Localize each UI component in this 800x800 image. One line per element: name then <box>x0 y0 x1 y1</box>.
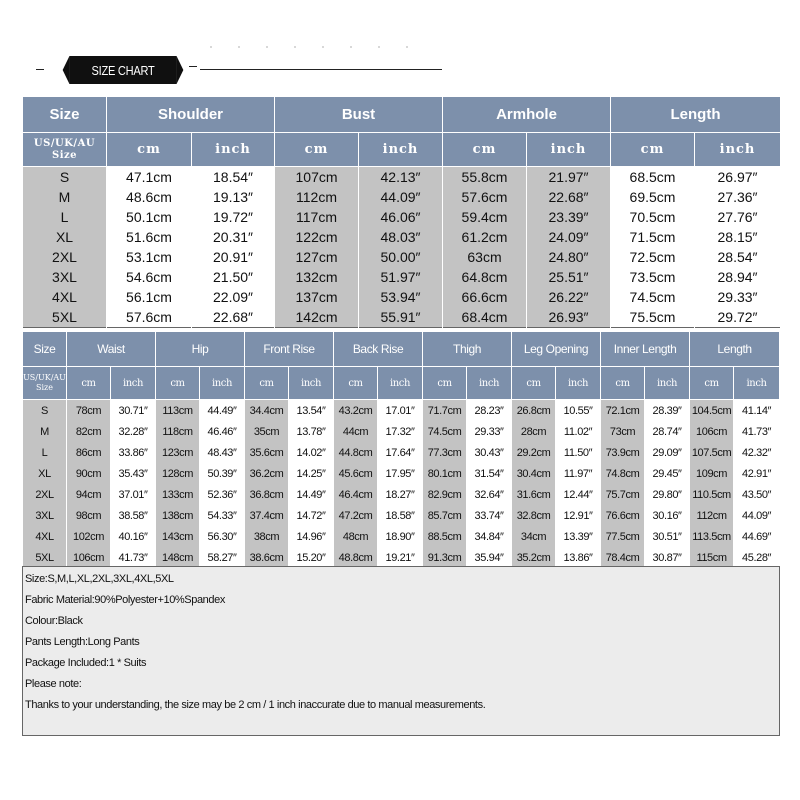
value-cell: 50.00″ <box>359 247 443 267</box>
header-dot <box>322 46 324 48</box>
value-cell: 112cm <box>275 187 359 207</box>
value-cell: 29.33″ <box>695 287 781 307</box>
value-cell: 26.97″ <box>695 167 781 188</box>
value-cell: 91.3cm <box>423 547 467 569</box>
value-cell: 35.43″ <box>111 463 156 484</box>
value-cell: 31.54″ <box>467 463 512 484</box>
unit-cm-header: cm <box>611 133 695 167</box>
value-cell: 53.1cm <box>107 247 192 267</box>
measure-group-header: Bust <box>275 97 443 133</box>
value-cell: 38.6cm <box>245 547 289 569</box>
table-row <box>23 247 781 267</box>
value-cell: 77.5cm <box>601 526 645 547</box>
value-cell: 17.01″ <box>378 400 423 422</box>
table-unit-row <box>23 133 781 167</box>
value-cell: 110.5cm <box>690 484 734 505</box>
value-cell: 113cm <box>156 400 200 422</box>
value-cell: 18.27″ <box>378 484 423 505</box>
value-cell: 58.27″ <box>200 547 245 569</box>
table-row <box>23 307 781 328</box>
value-cell: 38.58″ <box>111 505 156 526</box>
value-cell: 68.5cm <box>611 167 695 188</box>
unit-cm-header: cm <box>245 367 289 400</box>
value-cell: 31.6cm <box>512 484 556 505</box>
value-cell: 102cm <box>67 526 111 547</box>
value-cell: 113.5cm <box>690 526 734 547</box>
value-cell: 25.51″ <box>527 267 611 287</box>
value-cell: 88.5cm <box>423 526 467 547</box>
value-cell: 32.64″ <box>467 484 512 505</box>
table-row <box>23 167 781 188</box>
measure-group-header: Length <box>611 97 781 133</box>
value-cell: 72.1cm <box>601 400 645 422</box>
value-cell: 106cm <box>67 547 111 569</box>
size-cell: 2XL <box>23 247 107 267</box>
value-cell: 23.39″ <box>527 207 611 227</box>
value-cell: 20.31″ <box>192 227 275 247</box>
value-cell: 133cm <box>156 484 200 505</box>
value-cell: 138cm <box>156 505 200 526</box>
value-cell: 13.86″ <box>556 547 601 569</box>
value-cell: 56.30″ <box>200 526 245 547</box>
value-cell: 27.76″ <box>695 207 781 227</box>
value-cell: 37.01″ <box>111 484 156 505</box>
value-cell: 74.5cm <box>423 421 467 442</box>
value-cell: 46.06″ <box>359 207 443 227</box>
top-size-table <box>22 96 781 328</box>
unit-cm-header: cm <box>275 133 359 167</box>
header-tick <box>189 66 197 67</box>
value-cell: 38cm <box>245 526 289 547</box>
value-cell: 85.7cm <box>423 505 467 526</box>
value-cell: 48.8cm <box>334 547 378 569</box>
value-cell: 26.8cm <box>512 400 556 422</box>
size-cell: 3XL <box>23 505 67 526</box>
value-cell: 29.72″ <box>695 307 781 328</box>
unit-cm-header: cm <box>156 367 200 400</box>
value-cell: 30.16″ <box>645 505 690 526</box>
value-cell: 74.5cm <box>611 287 695 307</box>
value-cell: 35.2cm <box>512 547 556 569</box>
value-cell: 44.09″ <box>359 187 443 207</box>
value-cell: 74.8cm <box>601 463 645 484</box>
unit-inch-header: inch <box>695 133 781 167</box>
value-cell: 64.8cm <box>443 267 527 287</box>
size-chart-title: SIZE CHART <box>69 56 176 84</box>
value-cell: 61.2cm <box>443 227 527 247</box>
value-cell: 30.4cm <box>512 463 556 484</box>
table-row <box>23 267 781 287</box>
value-cell: 28.39″ <box>645 400 690 422</box>
value-cell: 19.13″ <box>192 187 275 207</box>
value-cell: 35cm <box>245 421 289 442</box>
header-dot <box>238 46 240 48</box>
value-cell: 66.6cm <box>443 287 527 307</box>
measure-group-header: Front Rise <box>245 332 334 367</box>
size-cell: XL <box>23 227 107 247</box>
value-cell: 18.90″ <box>378 526 423 547</box>
value-cell: 137cm <box>275 287 359 307</box>
value-cell: 94cm <box>67 484 111 505</box>
size-cell: XL <box>23 463 67 484</box>
unit-inch-header: inch <box>289 367 334 400</box>
table-header-row <box>23 332 780 367</box>
unit-inch-header: inch <box>645 367 690 400</box>
value-cell: 24.09″ <box>527 227 611 247</box>
value-cell: 28.23″ <box>467 400 512 422</box>
table-row <box>23 400 780 422</box>
value-cell: 142cm <box>275 307 359 328</box>
value-cell: 54.6cm <box>107 267 192 287</box>
product-info-box <box>22 566 780 736</box>
value-cell: 143cm <box>156 526 200 547</box>
value-cell: 13.54″ <box>289 400 334 422</box>
value-cell: 32.28″ <box>111 421 156 442</box>
table-row <box>23 484 780 505</box>
header-dot <box>266 46 268 48</box>
size-cell: L <box>23 442 67 463</box>
measure-group-header: Hip <box>156 332 245 367</box>
value-cell: 44.09″ <box>734 505 780 526</box>
value-cell: 15.20″ <box>289 547 334 569</box>
value-cell: 21.97″ <box>527 167 611 188</box>
value-cell: 34.4cm <box>245 400 289 422</box>
unit-cm-header: cm <box>443 133 527 167</box>
size-cell: M <box>23 421 67 442</box>
header-dot <box>294 46 296 48</box>
value-cell: 54.33″ <box>200 505 245 526</box>
value-cell: 12.91″ <box>556 505 601 526</box>
table-row <box>23 287 781 307</box>
value-cell: 21.50″ <box>192 267 275 287</box>
value-cell: 57.6cm <box>107 307 192 328</box>
unit-inch-header: inch <box>734 367 780 400</box>
value-cell: 13.39″ <box>556 526 601 547</box>
unit-cm-header: cm <box>601 367 645 400</box>
info-line: Thanks to your understanding, the size may be 2 cm / 1 inch inaccurate due to manual measurements. <box>25 699 486 711</box>
size-header: Size <box>23 332 67 367</box>
value-cell: 48.43″ <box>200 442 245 463</box>
value-cell: 14.49″ <box>289 484 334 505</box>
header-dash <box>36 69 44 70</box>
value-cell: 29.09″ <box>645 442 690 463</box>
value-cell: 75.7cm <box>601 484 645 505</box>
value-cell: 40.16″ <box>111 526 156 547</box>
value-cell: 44.69″ <box>734 526 780 547</box>
value-cell: 56.1cm <box>107 287 192 307</box>
region-size-label: US/UK/AU Size <box>23 133 107 167</box>
info-line: Please note: <box>25 678 82 690</box>
value-cell: 63cm <box>443 247 527 267</box>
value-cell: 14.72″ <box>289 505 334 526</box>
value-cell: 18.54″ <box>192 167 275 188</box>
value-cell: 17.64″ <box>378 442 423 463</box>
value-cell: 46.4cm <box>334 484 378 505</box>
value-cell: 82cm <box>67 421 111 442</box>
value-cell: 41.73″ <box>111 547 156 569</box>
value-cell: 47.1cm <box>107 167 192 188</box>
value-cell: 30.51″ <box>645 526 690 547</box>
value-cell: 22.09″ <box>192 287 275 307</box>
value-cell: 76.6cm <box>601 505 645 526</box>
value-cell: 34cm <box>512 526 556 547</box>
value-cell: 28.74″ <box>645 421 690 442</box>
measure-group-header: Shoulder <box>107 97 275 133</box>
measure-group-header: Waist <box>67 332 156 367</box>
header-rule <box>200 69 442 70</box>
value-cell: 42.32″ <box>734 442 780 463</box>
value-cell: 36.8cm <box>245 484 289 505</box>
measure-group-header: Inner Length <box>601 332 690 367</box>
value-cell: 98cm <box>67 505 111 526</box>
info-line: Colour:Black <box>25 615 83 627</box>
value-cell: 11.97″ <box>556 463 601 484</box>
info-line: Pants Length:Long Pants <box>25 636 140 648</box>
header-dot <box>350 46 352 48</box>
unit-cm-header: cm <box>334 367 378 400</box>
table-row <box>23 207 781 227</box>
unit-cm-header: cm <box>423 367 467 400</box>
value-cell: 115cm <box>690 547 734 569</box>
table-row <box>23 505 780 526</box>
value-cell: 57.6cm <box>443 187 527 207</box>
value-cell: 34.84″ <box>467 526 512 547</box>
value-cell: 28.94″ <box>695 267 781 287</box>
size-cell: S <box>23 400 67 422</box>
value-cell: 51.6cm <box>107 227 192 247</box>
value-cell: 48cm <box>334 526 378 547</box>
value-cell: 24.80″ <box>527 247 611 267</box>
value-cell: 71.5cm <box>611 227 695 247</box>
value-cell: 28cm <box>512 421 556 442</box>
value-cell: 70.5cm <box>611 207 695 227</box>
info-line: Size:S,M,L,XL,2XL,3XL,4XL,5XL <box>25 573 174 585</box>
value-cell: 12.44″ <box>556 484 601 505</box>
value-cell: 128cm <box>156 463 200 484</box>
value-cell: 27.36″ <box>695 187 781 207</box>
value-cell: 55.8cm <box>443 167 527 188</box>
value-cell: 17.32″ <box>378 421 423 442</box>
value-cell: 109cm <box>690 463 734 484</box>
value-cell: 48.6cm <box>107 187 192 207</box>
value-cell: 75.5cm <box>611 307 695 328</box>
size-cell: 5XL <box>23 547 67 569</box>
size-header: Size <box>23 97 107 133</box>
size-cell: M <box>23 187 107 207</box>
value-cell: 48.03″ <box>359 227 443 247</box>
value-cell: 14.25″ <box>289 463 334 484</box>
value-cell: 59.4cm <box>443 207 527 227</box>
value-cell: 78cm <box>67 400 111 422</box>
header-dot <box>378 46 380 48</box>
unit-inch-header: inch <box>111 367 156 400</box>
value-cell: 52.36″ <box>200 484 245 505</box>
size-cell: 3XL <box>23 267 107 287</box>
value-cell: 44cm <box>334 421 378 442</box>
table-row <box>23 227 781 247</box>
value-cell: 18.58″ <box>378 505 423 526</box>
size-cell: 4XL <box>23 526 67 547</box>
size-cell: 2XL <box>23 484 67 505</box>
unit-cm-header: cm <box>690 367 734 400</box>
value-cell: 51.97″ <box>359 267 443 287</box>
header-dot <box>210 46 212 48</box>
value-cell: 107.5cm <box>690 442 734 463</box>
value-cell: 44.8cm <box>334 442 378 463</box>
value-cell: 28.15″ <box>695 227 781 247</box>
value-cell: 10.55″ <box>556 400 601 422</box>
size-cell: S <box>23 167 107 188</box>
value-cell: 106cm <box>690 421 734 442</box>
value-cell: 122cm <box>275 227 359 247</box>
value-cell: 73.9cm <box>601 442 645 463</box>
value-cell: 104.5cm <box>690 400 734 422</box>
region-size-label: US/UK/AU Size <box>23 367 67 400</box>
unit-inch-header: inch <box>359 133 443 167</box>
value-cell: 41.73″ <box>734 421 780 442</box>
value-cell: 29.33″ <box>467 421 512 442</box>
table-row <box>23 463 780 484</box>
value-cell: 45.6cm <box>334 463 378 484</box>
unit-inch-header: inch <box>527 133 611 167</box>
value-cell: 17.95″ <box>378 463 423 484</box>
value-cell: 45.28″ <box>734 547 780 569</box>
value-cell: 46.46″ <box>200 421 245 442</box>
value-cell: 22.68″ <box>527 187 611 207</box>
header-dot <box>406 46 408 48</box>
table-header-row <box>23 97 781 133</box>
value-cell: 19.21″ <box>378 547 423 569</box>
table-unit-row <box>23 367 780 400</box>
value-cell: 117cm <box>275 207 359 227</box>
value-cell: 26.93″ <box>527 307 611 328</box>
measure-group-header: Length <box>690 332 780 367</box>
value-cell: 30.43″ <box>467 442 512 463</box>
value-cell: 11.02″ <box>556 421 601 442</box>
value-cell: 29.45″ <box>645 463 690 484</box>
value-cell: 53.94″ <box>359 287 443 307</box>
value-cell: 43.2cm <box>334 400 378 422</box>
table-row <box>23 442 780 463</box>
value-cell: 37.4cm <box>245 505 289 526</box>
table-row <box>23 187 781 207</box>
value-cell: 132cm <box>275 267 359 287</box>
value-cell: 47.2cm <box>334 505 378 526</box>
measure-group-header: Armhole <box>443 97 611 133</box>
value-cell: 127cm <box>275 247 359 267</box>
value-cell: 14.96″ <box>289 526 334 547</box>
value-cell: 78.4cm <box>601 547 645 569</box>
value-cell: 50.39″ <box>200 463 245 484</box>
value-cell: 13.78″ <box>289 421 334 442</box>
value-cell: 26.22″ <box>527 287 611 307</box>
measure-group-header: Thigh <box>423 332 512 367</box>
value-cell: 42.91″ <box>734 463 780 484</box>
value-cell: 71.7cm <box>423 400 467 422</box>
value-cell: 29.2cm <box>512 442 556 463</box>
value-cell: 19.72″ <box>192 207 275 227</box>
value-cell: 148cm <box>156 547 200 569</box>
value-cell: 14.02″ <box>289 442 334 463</box>
value-cell: 43.50″ <box>734 484 780 505</box>
value-cell: 30.71″ <box>111 400 156 422</box>
value-cell: 86cm <box>67 442 111 463</box>
value-cell: 73.5cm <box>611 267 695 287</box>
unit-inch-header: inch <box>200 367 245 400</box>
value-cell: 20.91″ <box>192 247 275 267</box>
bottom-size-table <box>22 331 780 569</box>
unit-inch-header: inch <box>378 367 423 400</box>
size-cell: 4XL <box>23 287 107 307</box>
value-cell: 22.68″ <box>192 307 275 328</box>
table-row <box>23 421 780 442</box>
unit-cm-header: cm <box>512 367 556 400</box>
value-cell: 90cm <box>67 463 111 484</box>
measure-group-header: Back Rise <box>334 332 423 367</box>
value-cell: 33.86″ <box>111 442 156 463</box>
value-cell: 29.80″ <box>645 484 690 505</box>
measure-group-header: Leg Opening <box>512 332 601 367</box>
value-cell: 112cm <box>690 505 734 526</box>
value-cell: 35.6cm <box>245 442 289 463</box>
value-cell: 55.91″ <box>359 307 443 328</box>
value-cell: 69.5cm <box>611 187 695 207</box>
value-cell: 80.1cm <box>423 463 467 484</box>
value-cell: 36.2cm <box>245 463 289 484</box>
info-line: Package Included:1 * Suits <box>25 657 147 669</box>
value-cell: 44.49″ <box>200 400 245 422</box>
value-cell: 11.50″ <box>556 442 601 463</box>
size-cell: 5XL <box>23 307 107 328</box>
value-cell: 68.4cm <box>443 307 527 328</box>
value-cell: 28.54″ <box>695 247 781 267</box>
value-cell: 32.8cm <box>512 505 556 526</box>
value-cell: 73cm <box>601 421 645 442</box>
size-cell: L <box>23 207 107 227</box>
value-cell: 123cm <box>156 442 200 463</box>
value-cell: 72.5cm <box>611 247 695 267</box>
value-cell: 35.94″ <box>467 547 512 569</box>
value-cell: 77.3cm <box>423 442 467 463</box>
unit-cm-header: cm <box>67 367 111 400</box>
value-cell: 30.87″ <box>645 547 690 569</box>
value-cell: 42.13″ <box>359 167 443 188</box>
value-cell: 33.74″ <box>467 505 512 526</box>
unit-cm-header: cm <box>107 133 192 167</box>
unit-inch-header: inch <box>192 133 275 167</box>
value-cell: 118cm <box>156 421 200 442</box>
value-cell: 82.9cm <box>423 484 467 505</box>
unit-inch-header: inch <box>467 367 512 400</box>
unit-inch-header: inch <box>556 367 601 400</box>
value-cell: 50.1cm <box>107 207 192 227</box>
info-line: Fabric Material:90%Polyester+10%Spandex <box>25 594 225 606</box>
value-cell: 41.14″ <box>734 400 780 422</box>
value-cell: 107cm <box>275 167 359 188</box>
table-row <box>23 526 780 547</box>
